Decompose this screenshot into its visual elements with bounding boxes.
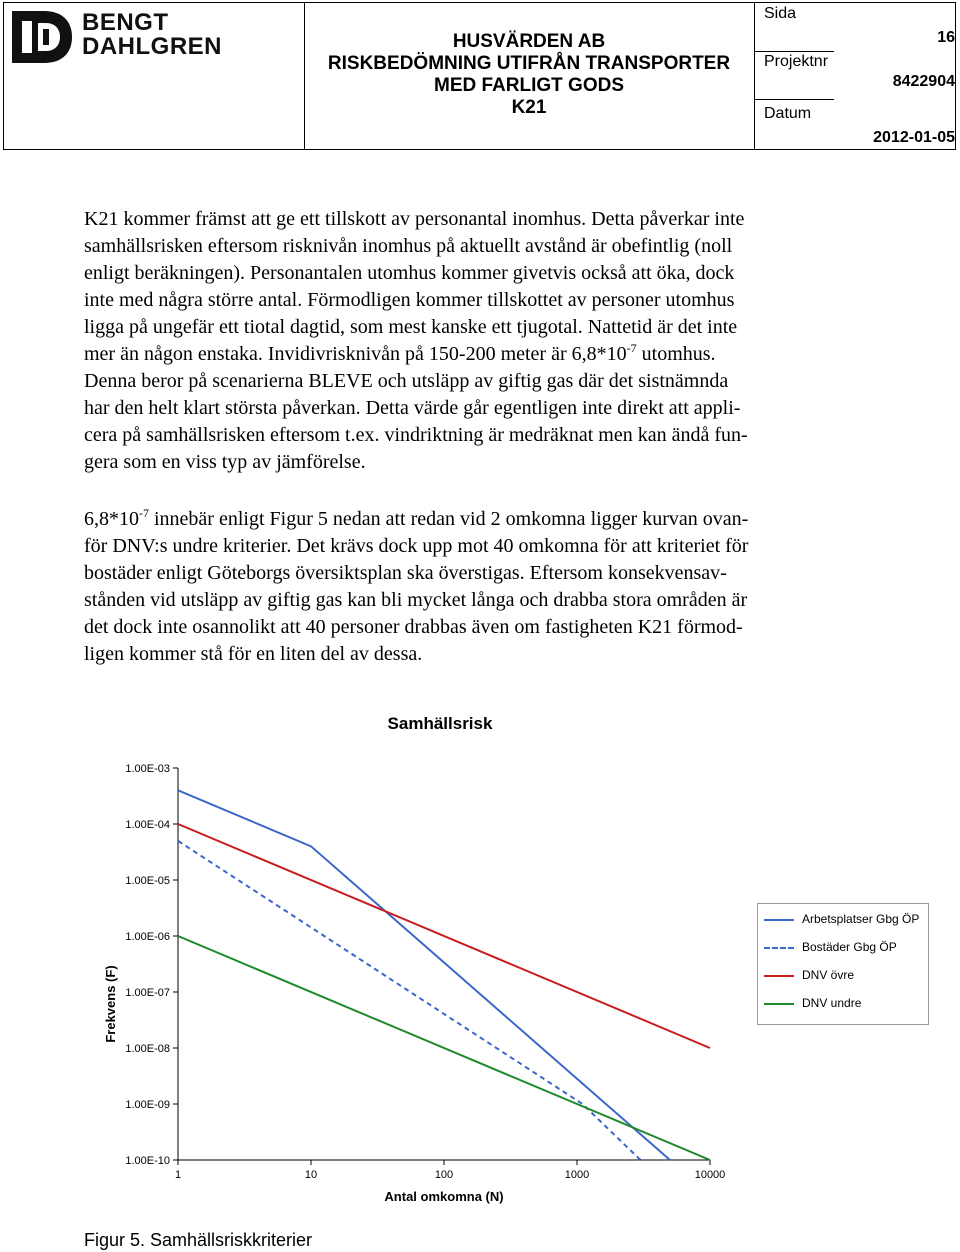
text-line: för DNV:s undre kriterier. Det krävs dock upp mot 40 omkomna för att kriteriet för (84, 535, 749, 557)
title-cell (304, 3, 755, 149)
date-value: 2012-01-05 (873, 129, 955, 146)
text-line: enligt beräkningen). Personantalen utomhus kommer givetvis också att öka, dock (84, 262, 735, 284)
x-tick-label: 1000 (564, 1169, 590, 1181)
text-line: det dock inte osannolikt att 40 personer drabbas även om fastigheten K21 förmod- (84, 616, 743, 638)
x-axis-label: Antal omkomna (N) (384, 1189, 504, 1204)
page-header (3, 2, 956, 150)
page-label: Sida (764, 5, 797, 22)
logo-cell (4, 3, 305, 149)
legend-item (764, 996, 924, 1012)
y-tick-label: 1.00E-10 (125, 1155, 170, 1167)
title-line: RISKBEDÖMNING UTIFRÅN TRANSPORTER (327, 53, 731, 74)
text-line: stånden vid utsläpp av giftig gas kan bli mycket långa och drabba stora områden är (84, 589, 748, 611)
y-axis-label: Frekvens (F) (103, 965, 118, 1043)
text-line: ligen kommer stå för en liten del av dessa. (84, 643, 423, 665)
legend-label: Bostäder Gbg ÖP (802, 940, 897, 954)
text-line: samhällsrisken eftersom risknivån inomhus på aktuellt avstånd är obefintlig (noll (84, 235, 733, 257)
title-line: K21 (511, 97, 547, 118)
text-line: ligga på ungefär ett tiotal dagtid, som mest kanske ett tjugotal. Nattetid är det inte (84, 316, 738, 338)
chart-title: Samhällsrisk (387, 714, 493, 733)
project-number: 8422904 (892, 73, 955, 90)
logo-line-2: DAHLGREN (82, 33, 222, 60)
legend-item (764, 968, 924, 984)
x-tick-label: 10 (304, 1169, 318, 1181)
text-line (84, 341, 884, 368)
text-line: cera på samhällsrisken eftersom t.ex. vindriktning är medräknat men kan ändå fun- (84, 424, 748, 446)
y-tick-label: 1.00E-08 (125, 1043, 170, 1055)
meta-cell (754, 3, 955, 149)
text-line: Denna beror på scenarierna BLEVE och utsläpp av giftig gas där det sistnämnda (84, 370, 729, 392)
title-line: HUSVÄRDEN AB (452, 31, 606, 52)
y-tick-label: 1.00E-05 (125, 875, 170, 887)
y-tick-label: 1.00E-06 (125, 931, 170, 943)
text-fragment: 6,8*10 (84, 508, 139, 530)
paragraph-1 (84, 206, 884, 476)
superscript: -7 (139, 506, 149, 520)
meta-divider (754, 51, 834, 52)
x-tick-label: 10000 (694, 1169, 726, 1181)
legend-swatch (764, 919, 794, 921)
text-fragment: mer än någon enstaka. Invidivrisknivån på 150-200 meter är 6,8*10 (84, 343, 627, 365)
bengt-dahlgren-logo-icon (10, 9, 76, 65)
figure-caption: Figur 5. Samhällsriskkriterier (84, 1230, 313, 1250)
logo-line-1: BENGT (82, 9, 169, 36)
text-line: har den helt klart största påverkan. Detta värde går egentligen inte direkt att appli- (84, 397, 741, 419)
title-line: MED FARLIGT GODS (434, 75, 624, 96)
x-tick-label: 1 (174, 1169, 182, 1181)
text-fragment: innebär enligt Figur 5 nedan att redan vid 2 omkomna ligger kurvan ovan- (149, 508, 749, 530)
legend-swatch (764, 975, 794, 977)
paragraph-2 (84, 506, 884, 668)
x-tick-label: 100 (434, 1169, 454, 1181)
project-label: Projektnr (764, 53, 829, 70)
y-tick-label: 1.00E-07 (125, 987, 170, 999)
meta-divider (754, 99, 834, 100)
y-tick-label: 1.00E-09 (125, 1099, 170, 1111)
legend-label: DNV undre (802, 996, 862, 1010)
logo-wordmark (82, 11, 222, 59)
text-line: gera som en viss typ av jämförelse. (84, 451, 366, 473)
series-line-4 (178, 936, 710, 1160)
text-line: inte med några större antal. Förmodligen kommer tillskottet av personer utomhus (84, 289, 735, 311)
document-title (304, 31, 754, 119)
page-number: 16 (937, 29, 955, 46)
date-label: Datum (764, 105, 812, 122)
text-line: K21 kommer främst att ge ett tillskott av personantal inomhus. Detta påverkar inte (84, 208, 745, 230)
legend-label: Arbetsplatser Gbg ÖP (802, 912, 920, 926)
superscript: -7 (626, 341, 637, 355)
legend-swatch (764, 1003, 794, 1005)
legend-swatch (764, 947, 794, 949)
legend-item (764, 940, 924, 956)
legend-label: DNV övre (802, 968, 855, 982)
text-line: bostäder enligt Göteborgs översiktsplan ska överstigas. Eftersom konsekvensav- (84, 562, 727, 584)
legend-item (764, 912, 924, 928)
series-line-1 (178, 790, 670, 1160)
y-tick-label: 1.00E-03 (125, 763, 170, 775)
text-fragment: utomhus. (636, 343, 716, 365)
y-tick-label: 1.00E-04 (125, 819, 170, 831)
text-line (84, 506, 884, 533)
series-line-2 (178, 841, 641, 1160)
chart-legend (757, 903, 929, 1025)
